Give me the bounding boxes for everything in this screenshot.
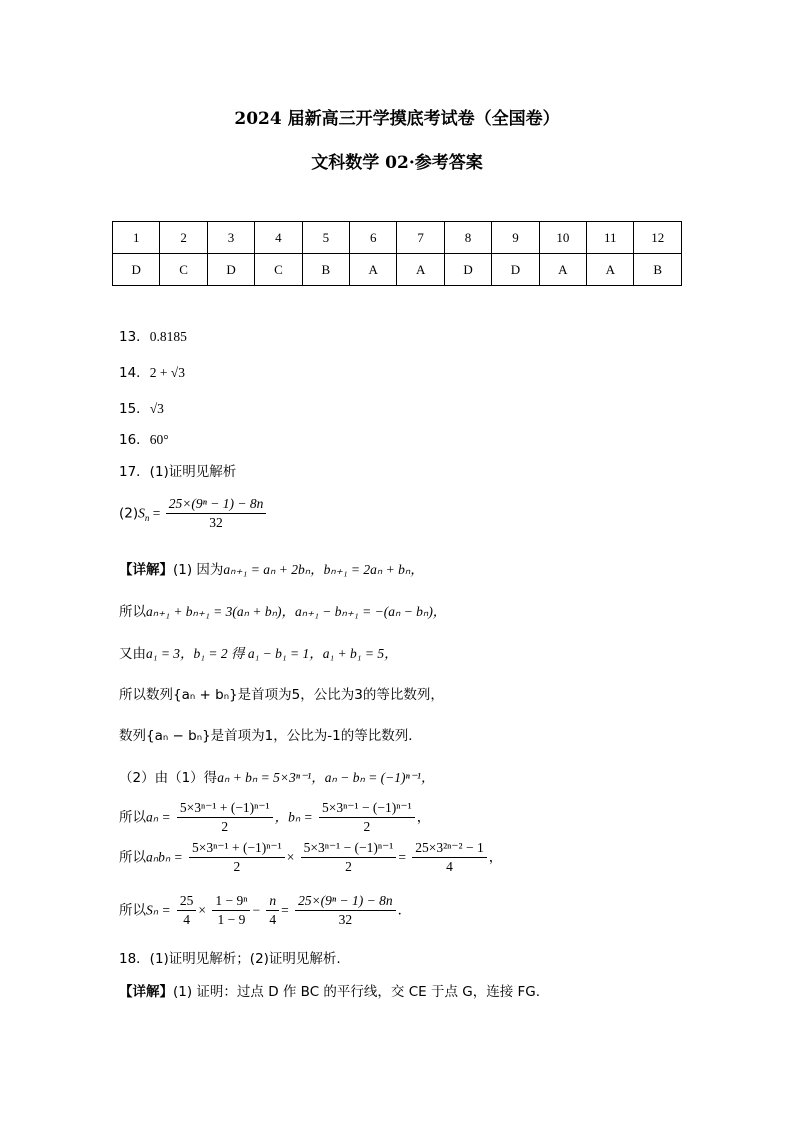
fraction-numerator: 25×(9ⁿ − 1) − 8n — [166, 496, 267, 514]
detail-label: 【详解】 — [119, 562, 173, 578]
q17-header: 17．(1)证明见解析 — [119, 464, 237, 480]
answer-15 — [119, 397, 164, 417]
answer-choice-cell: A — [539, 254, 586, 286]
fraction-denominator: 2 — [345, 859, 352, 874]
answer-choice-cell: D — [492, 254, 539, 286]
fraction-denominator: 32 — [338, 912, 353, 927]
answer-choice-cell: D — [113, 254, 160, 286]
math: aₙ + bₙ = 5×3ⁿ⁻¹，aₙ − bₙ = (−1)ⁿ⁻¹， — [217, 770, 435, 785]
part-label: (2) — [119, 505, 139, 522]
q18-header: 18．(1)证明见解析；(2)证明见解析. — [119, 951, 341, 967]
operator: × — [286, 849, 295, 865]
operator: − — [252, 902, 261, 918]
q17-detail-line-5: 数列{aₙ − bₙ}是首项为1，公比为-1的等比数列． — [119, 728, 422, 744]
answer-value: 60° — [149, 432, 169, 447]
answer-number-cell: 12 — [634, 222, 682, 254]
fraction-denominator: 2 — [233, 859, 241, 874]
math: aₙ₊₁ = aₙ + 2bₙ，bₙ₊₁ = 2aₙ + bₙ， — [223, 562, 424, 577]
sn-fraction — [166, 496, 267, 531]
question-number: 13． — [119, 329, 150, 345]
math: ，bₙ = — [274, 809, 313, 825]
answer-choice-cell: B — [634, 254, 682, 286]
fraction — [412, 840, 486, 875]
math: Sₙ = — [146, 902, 171, 918]
fraction-denominator: 1 − 9 — [217, 912, 246, 927]
answer-number-cell: 10 — [539, 222, 586, 254]
math: aₙbₙ = — [146, 849, 183, 865]
answer-number-cell: 1 — [113, 222, 160, 254]
q17-detail-line-1 — [119, 558, 424, 578]
q17-part2-answer: $(2)S_n$ = $\frac{\text{25×(9ⁿ − 1) − 8n}}{32}$ — [119, 496, 268, 531]
page-title: 2024 届新高三开学摸底考试卷（全国卷） — [234, 109, 560, 129]
fraction-denominator: 32 — [209, 515, 223, 530]
answer-choice-cell: D — [444, 254, 491, 286]
answer-14 — [119, 361, 185, 381]
answer-value: √3 — [149, 401, 164, 416]
text: ， — [488, 849, 503, 866]
text: 所以 — [119, 902, 146, 919]
fraction-numerator: 25×3²ⁿ⁻² − 1 — [412, 840, 486, 858]
q17-detail-line-4: 所以数列{aₙ + bₙ}是首项为5，公比为3的等比数列， — [119, 687, 444, 703]
answer-16 — [119, 428, 169, 448]
answer-choice-cell: A — [587, 254, 634, 286]
fraction-denominator: 2 — [221, 819, 229, 834]
text: (1) 因为 — [173, 562, 224, 578]
fraction — [189, 840, 285, 875]
text: (1) 证明：过点 D 作 BC 的平行线，交 CE 于点 G，连接 FG. — [173, 984, 541, 1000]
text: ． — [397, 902, 412, 919]
answer-number-cell: 9 — [492, 222, 539, 254]
math: aₙ = — [146, 809, 171, 825]
fraction-numerator: 5×3ⁿ⁻¹ − (−1)ⁿ⁻¹ — [301, 840, 397, 858]
text: 所以 — [119, 849, 146, 866]
math: a₁ = 3，b₁ = 2 得 a₁ − b₁ = 1，a₁ + b₁ = 5， — [146, 646, 398, 661]
q17-detail-line-2 — [119, 600, 446, 620]
answer-table — [112, 221, 682, 286]
q17-detail-line-7 — [119, 800, 430, 835]
q17-detail-line-9 — [119, 893, 411, 928]
fraction-numerator: 5×3ⁿ⁻¹ + (−1)ⁿ⁻¹ — [177, 800, 273, 818]
fraction-denominator: 4 — [183, 912, 191, 927]
question-number: 16． — [119, 432, 150, 448]
text: 所以 — [119, 604, 146, 620]
answer-number-cell: 6 — [350, 222, 397, 254]
fraction-numerator: 5×3ⁿ⁻¹ − (−1)ⁿ⁻¹ — [319, 800, 415, 818]
operator: = — [398, 849, 406, 865]
answer-number-cell: 11 — [587, 222, 634, 254]
answer-number-cell: 7 — [397, 222, 444, 254]
text: （2）由（1）得 — [119, 770, 218, 786]
fraction — [301, 840, 397, 875]
fraction — [212, 893, 250, 928]
answer-value: 0.8185 — [149, 329, 187, 344]
detail-label: 【详解】 — [119, 984, 173, 1000]
question-number: 15． — [119, 401, 150, 417]
fraction — [319, 800, 415, 835]
text: 所以 — [119, 809, 146, 826]
answer-choice-cell: C — [255, 254, 302, 286]
fraction-denominator: 4 — [446, 859, 453, 874]
fraction — [177, 893, 197, 928]
q18-detail-line-1 — [119, 980, 540, 1000]
answer-choice-cell: A — [350, 254, 397, 286]
answer-table-number-row — [113, 222, 682, 254]
answer-number-cell: 5 — [302, 222, 349, 254]
fraction-numerator: n — [266, 893, 279, 911]
answer-number-cell: 8 — [444, 222, 491, 254]
answer-13 — [119, 325, 187, 345]
q17-detail-line-6 — [119, 766, 434, 786]
answer-choice-cell: D — [207, 254, 254, 286]
question-number: 14． — [119, 365, 150, 381]
answer-choice-cell: C — [160, 254, 207, 286]
operator: × — [198, 902, 207, 918]
answer-number-cell: 4 — [255, 222, 302, 254]
answer-value: 2 + √3 — [149, 365, 185, 380]
answer-choice-cell: A — [397, 254, 444, 286]
answer-number-cell: 2 — [160, 222, 207, 254]
fraction-numerator: 1 − 9ⁿ — [212, 893, 250, 911]
q17-detail-line-8 — [119, 840, 502, 875]
fraction-numerator: 25×(9ⁿ − 1) − 8n — [295, 893, 396, 911]
q17-detail-line-3 — [119, 642, 398, 662]
answer-number-cell: 3 — [207, 222, 254, 254]
fraction-numerator: 5×3ⁿ⁻¹ + (−1)ⁿ⁻¹ — [189, 840, 285, 858]
fraction — [266, 893, 279, 928]
fraction — [177, 800, 273, 835]
fraction-numerator: 25 — [177, 893, 197, 911]
fraction-denominator: 2 — [363, 819, 371, 834]
answer-choice-cell: B — [302, 254, 349, 286]
text: ， — [416, 809, 431, 826]
operator: = — [281, 902, 289, 918]
answer-table-answer-row — [113, 254, 682, 286]
text: 又由 — [119, 646, 146, 662]
math: aₙ₊₁ + bₙ₊₁ = 3(aₙ + bₙ)，aₙ₊₁ − bₙ₊₁ = −(aₙ − bₙ)， — [146, 604, 447, 619]
page-subtitle: 文科数学 02·参考答案 — [311, 153, 483, 173]
fraction — [295, 893, 396, 928]
fraction-denominator: 4 — [269, 912, 277, 927]
